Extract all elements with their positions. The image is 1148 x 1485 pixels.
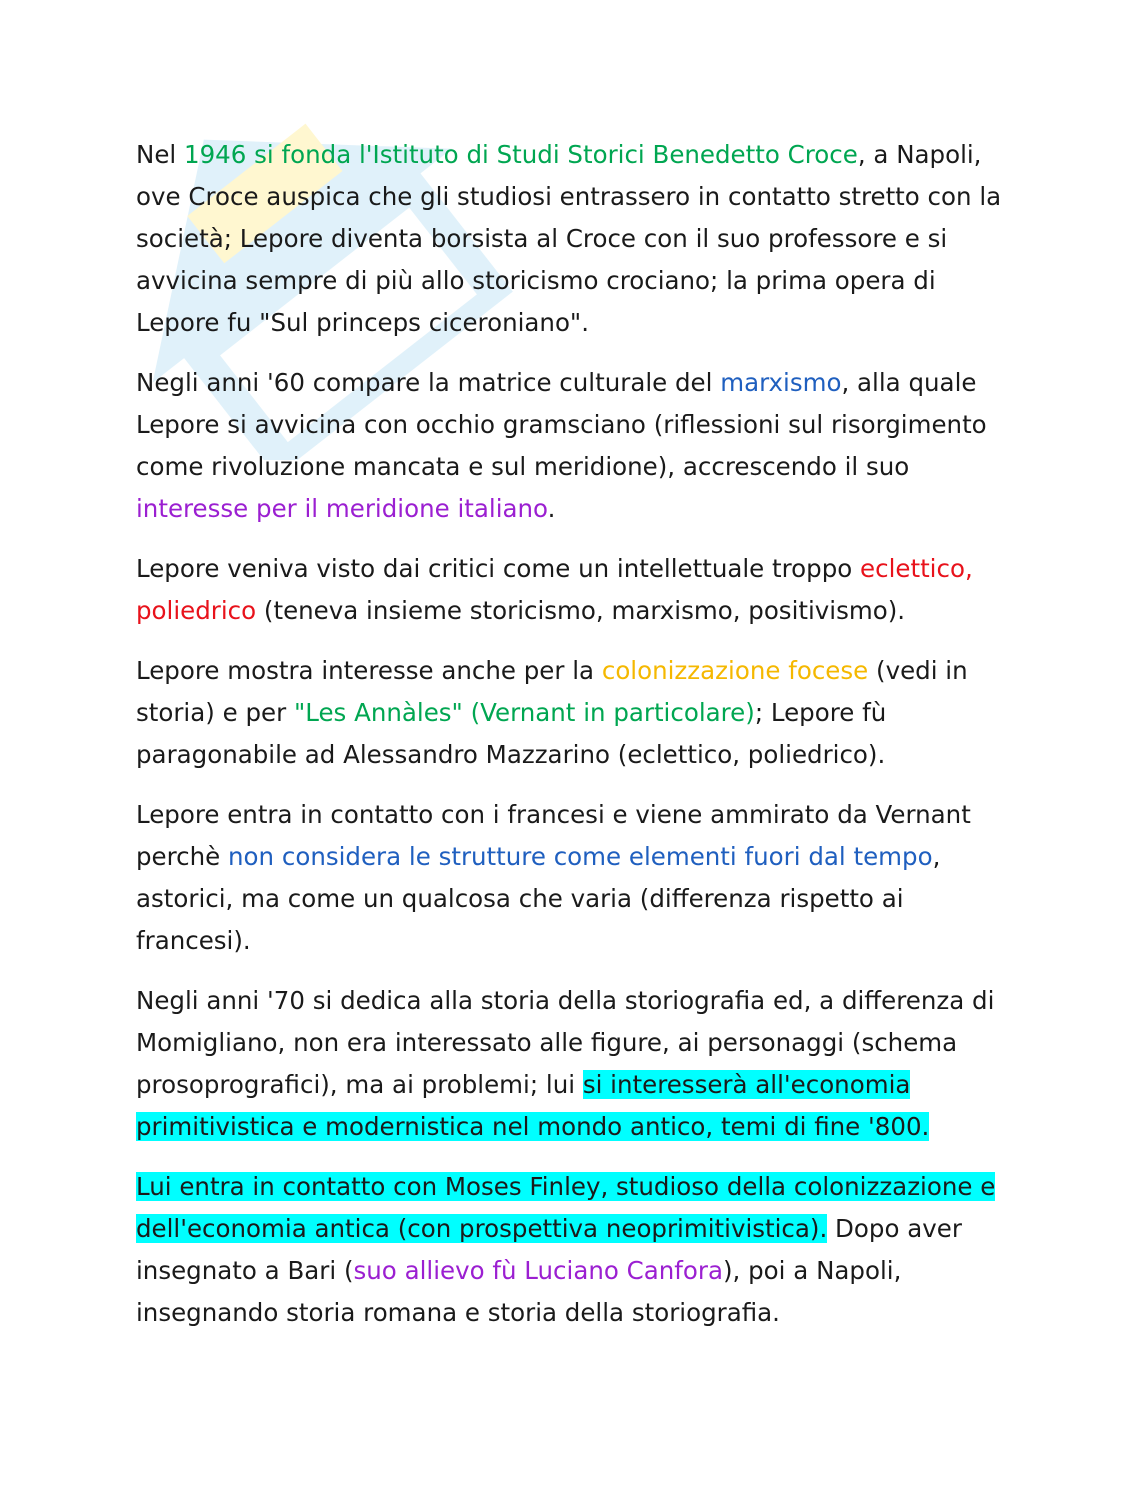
paragraph-4 [136,650,1016,776]
text-segment: , astorici, ma come un qualcosa che varia (differenza rispetto ai francesi). [136,842,941,955]
text-segment: Lepore veniva visto dai critici come un intellettuale troppo [136,554,861,583]
purple-text: suo allievo fù Luciano Canfora [353,1256,723,1285]
text-segment: ; Lepore fù paragonabile ad Alessandro Mazzarino (eclettico, poliedrico). [136,698,887,769]
green-text: "Les Annàles" (Vernant in particolare) [293,698,755,727]
paragraph-3 [136,548,1016,632]
text-segment: Dopo aver insegnato a Bari ( [136,1214,962,1285]
paragraph-2 [136,362,1016,530]
text-segment: , a Napoli, ove Croce auspica che gli studiosi entrassero in contatto stretto con la società; Lepore diventa borsista al Croce con il suo professore e si avvicina sempre di più allo storicismo crociano; la prima opera di Lepore fu "Sul princeps ciceroniano". [136,140,1002,337]
text-segment: (teneva insieme storicismo, marxismo, positivismo). [256,596,906,625]
document-body [136,134,1016,1352]
purple-text: interesse per il meridione italiano [136,494,548,523]
paragraph-1 [136,134,1016,344]
paragraph-6 [136,980,1016,1148]
text-segment: Negli anni '70 si dedica alla storia della storiografia ed, a differenza di Momigliano, non era interessato alle figure, ai personaggi (schema prosoprografici), ma ai problemi; lui [136,986,995,1099]
paragraph-7 [136,1166,1016,1334]
text-segment: Lepore mostra interesse anche per la [136,656,602,685]
text-segment: Lepore entra in contatto con i francesi e viene ammirato da Vernant perchè [136,800,971,871]
paragraph-5 [136,794,1016,962]
text-segment: Negli anni '60 compare la matrice culturale del [136,368,721,397]
blue-text: non considera le strutture come elementi fuori dal tempo [228,842,933,871]
highlighted-text: si interesserà all'economia primitivistica e modernistica nel mondo antico, temi di fine '800. [136,1070,930,1141]
highlighted-text: Lui entra in contatto con Moses Finley, studioso della colonizzazione e dell'economia antica (con prospettiva neoprimitivistica). [136,1172,996,1243]
red-text: eclettico, poliedrico [136,554,973,625]
blue-text: marxismo [720,368,842,397]
yellow-text: colonizzazione focese [601,656,869,685]
text-segment: , alla quale Lepore si avvicina con occhio gramsciano (riflessioni sul risorgimento come rivoluzione mancata e sul meridione), accrescendo il suo [136,368,987,481]
text-segment: Nel [136,140,184,169]
text-segment: ), poi a Napoli, insegnando storia romana e storia della storiografia. [136,1256,902,1327]
green-text: 1946 si fonda l'Istituto di Studi Storici Benedetto Croce [184,140,858,169]
text-segment: . [547,494,556,523]
text-segment: (vedi in storia) e per [136,656,968,727]
